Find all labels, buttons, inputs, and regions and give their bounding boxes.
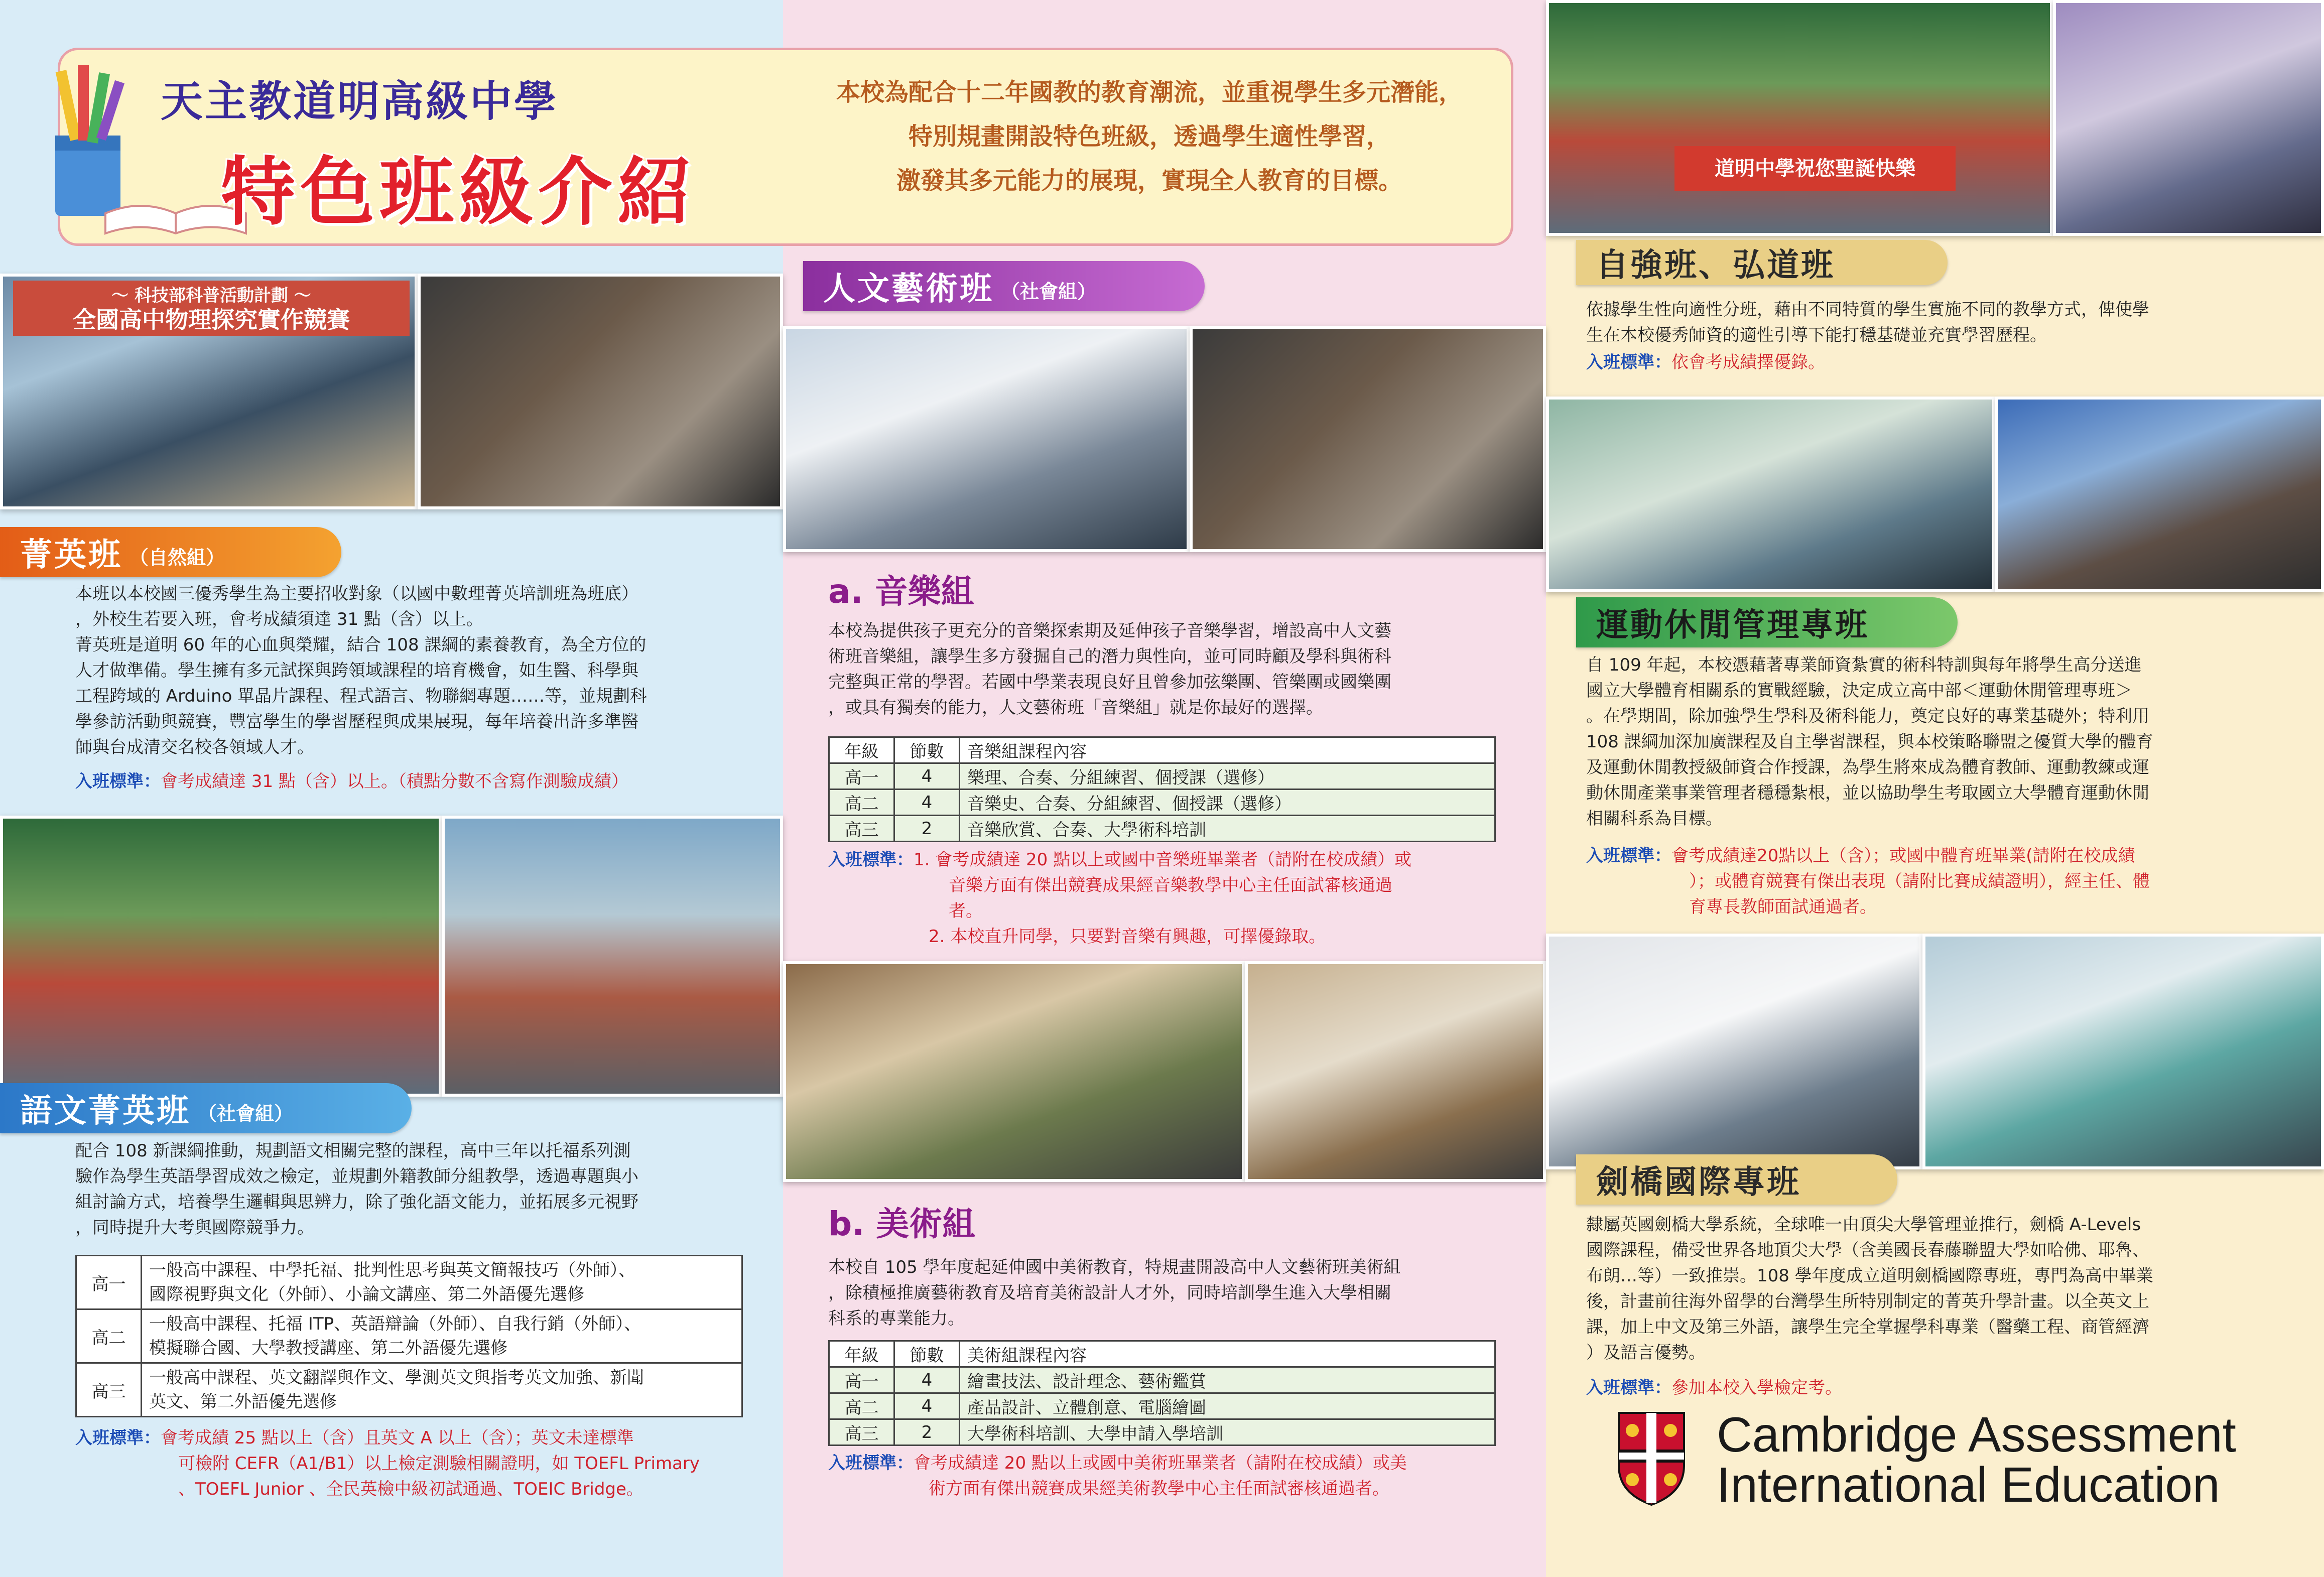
text-line: 配合 108 新課綱推動，規劃語文相關完整的課程，高中三年以托福系列測 [75, 1141, 631, 1161]
requirement-text: 參加本校入學檢定考。 [1671, 1378, 1842, 1398]
text-line: 一般高中課程、英文翻譯與作文、學測英文與指考英文加強、新聞 [149, 1368, 644, 1388]
table-row [829, 816, 1495, 842]
requirement-label: 入班標準： [75, 1428, 161, 1448]
requirement-text: ）；或體育競賽有傑出表現（請附比賽成績證明），經主任、體 [1689, 871, 2150, 891]
art-course-table [828, 1340, 1496, 1446]
text-line: 國際視野與文化（外師）、小論文講座、第二外語優先選修 [149, 1284, 584, 1304]
requirement-text: 會考成績 25 點以上（含）且英文 A 以上（含）；英文未達標準 [161, 1428, 634, 1448]
requirement-text: 音樂方面有傑出競賽成果經音樂教學中心主任面試審核通過 [949, 875, 1392, 895]
banner-elite-class [0, 527, 341, 577]
table-header: 年級 [829, 1341, 894, 1367]
table-cell-content [142, 1256, 742, 1309]
requirement-text: 會考成績達 20 點以上或國中美術班畢業者（請附在校成績）或美 [914, 1453, 1407, 1473]
music-group-heading: a. 音樂組 [828, 572, 974, 611]
class-title: 運動休閒管理專班 [1596, 607, 1869, 644]
photo-classroom [1922, 934, 2324, 1169]
banner-sports-class [1576, 597, 1958, 647]
text-line: 人才做準備。學生擁有多元試探與跨領域課程的培育機會，如生醫、科學與 [75, 661, 638, 681]
school-name: 天主教道明高級中學 [161, 76, 559, 126]
banner-text: 全國高中物理探究實作競賽 [73, 306, 350, 333]
text-line: 課，加上中文及第三外語，讓學生完全掌握學科專業（醫藥工程、商管經濟 [1586, 1317, 2149, 1337]
requirement-label: 入班標準： [828, 1453, 914, 1473]
table-header: 節數 [894, 1341, 960, 1367]
text-line: 及運動休閒教授級師資合作授課，為學生將來成為體育教師、運動教練或運 [1586, 757, 2149, 777]
banner-language-class [0, 1083, 412, 1133]
class-title: 自強班、弘道班 [1596, 247, 1835, 284]
table-header: 年級 [829, 737, 894, 763]
intro-line: 特別規畫開設特色班級，透過學生適性學習， [908, 122, 1390, 151]
elite-requirement [75, 769, 768, 795]
art-description [828, 1255, 1531, 1332]
requirement-text: 1. 會考成績達 20 點以上或國中音樂班畢業者（請附在校成績）或 [914, 850, 1412, 870]
text-line: ，除積極推廣藝術教育及培育美術設計人才外，同時培訓學生進入大學相關 [828, 1283, 1391, 1303]
logo-line: International Education [1717, 1457, 2220, 1512]
photo-orchestra-rehearsal [783, 326, 1190, 552]
table-cell-hours: 2 [894, 1419, 960, 1445]
banner-cambridge-class [1576, 1154, 1897, 1205]
table-cell-year: 高二 [829, 1393, 894, 1419]
photo-art-exhibition [783, 961, 1245, 1182]
text-line: 動休閒產業事業管理者穩穩紮根，並以協助學生考取國立大學體育運動休閒 [1586, 783, 2149, 803]
cambridge-logo-text [1717, 1409, 2236, 1510]
text-line: 相關科系為目標。 [1586, 809, 1723, 829]
photo-string-performance [1190, 326, 1546, 552]
text-line: 108 課綱加深加廣課程及自主學習課程，與本校策略聯盟之優質大學的體育 [1586, 732, 2153, 752]
text-line: 一般高中課程、中學托福、批判性思考與英文簡報技巧（外師）、 [149, 1260, 635, 1280]
art-group-heading: b. 美術組 [828, 1205, 976, 1243]
selfimprove-description [1586, 297, 2299, 348]
text-line: 依據學生性向適性分班，藉由不同特質的學生實施不同的教學方式，俾使學 [1586, 300, 2149, 320]
table-row [76, 1309, 742, 1363]
banner-selfimprove-class [1576, 240, 1948, 285]
table-cell-hours: 4 [894, 763, 960, 790]
table-cell-content: 音樂史、合奏、分組練習、個授課（選修） [960, 790, 1495, 816]
photo-christmas-event [1546, 0, 2053, 236]
requirement-text: 、TOEFL Junior 、全民英檢中級初試通過、TOEIC Bridge。 [178, 1479, 643, 1499]
requirement-text: 依會考成績擇優錄。 [1671, 352, 1825, 372]
table-header: 美術組課程內容 [960, 1341, 1495, 1367]
table-cell-year: 高一 [76, 1256, 142, 1309]
table-cell-hours: 4 [894, 790, 960, 816]
table-cell-content [142, 1363, 742, 1417]
table-cell-content: 音樂欣賞、合奏、大學術科培訓 [960, 816, 1495, 842]
logo-line: Cambridge Assessment [1717, 1407, 2236, 1462]
text-line: 生在本校優秀師資的適性引導下能打穩基礎並充實學習歷程。 [1586, 325, 2047, 345]
text-line: 驗作為學生英語學習成效之檢定，並規劃外籍教師分組教學，透過專題與小 [75, 1166, 638, 1187]
music-description [828, 618, 1531, 721]
sports-requirement [1586, 843, 2299, 920]
photo-science-award [0, 274, 418, 509]
table-cell-year: 高三 [829, 1419, 894, 1445]
requirement-label: 入班標準： [828, 850, 914, 870]
table-row [829, 790, 1495, 816]
competition-banner [13, 281, 410, 336]
table-cell-content: 繪畫技法、設計理念、藝術鑑賞 [960, 1367, 1495, 1393]
music-course-table [828, 736, 1496, 842]
table-cell-year: 高三 [76, 1363, 142, 1417]
art-requirement [828, 1451, 1531, 1502]
class-title: 菁英班 [20, 537, 122, 574]
photo-gallery-visit [1245, 961, 1546, 1182]
requirement-text: 術方面有傑出競賽成果經美術教學中心主任面試審核通過者。 [929, 1479, 1389, 1499]
table-header-row [829, 737, 1495, 763]
cambridge-shield-icon [1616, 1410, 1687, 1506]
text-line: 完整與正常的學習。若國中學業表現良好且曾參加弦樂團、管樂團或國樂團 [828, 672, 1391, 692]
class-title: 人文藝術班 [823, 271, 994, 308]
language-requirement [75, 1425, 768, 1502]
text-line: 。在學期間，除加強學生學科及術科能力，奠定良好的專業基礎外；特利用 [1586, 706, 2149, 726]
text-line: 一般高中課程、托福 ITP、英語辯論（外師）、自我行銷（外師）、 [149, 1314, 641, 1334]
banner-text: ～ 科技部科普活動計劃 ～ [111, 286, 311, 306]
text-line: 國立大學體育相關系的實戰經驗，決定成立高中部＜運動休閒管理專班＞ [1586, 681, 2132, 701]
language-description [75, 1138, 768, 1241]
photo-science-lab [1546, 934, 1922, 1169]
table-header: 節數 [894, 737, 960, 763]
requirement-text: 會考成績達20點以上（含）；或國中體育班畢業(請附在校成績 [1671, 846, 2135, 866]
table-cell-year: 高一 [829, 763, 894, 790]
table-header-row [829, 1341, 1495, 1367]
requirement-label: 入班標準： [75, 771, 161, 792]
text-line: 自 109 年起，本校憑藉著專業師資紮實的術科特訓與每年將學生高分送進 [1586, 655, 2142, 675]
table-cell-content: 大學術科培訓、大學申請入學培訓 [960, 1419, 1495, 1445]
intro-line: 本校為配合十二年國教的教育潮流，並重視學生多元潛能， [836, 78, 1463, 106]
banner-humanities-class [803, 261, 1205, 311]
text-line: 本班以本校國三優秀學生為主要招收對象（以國中數理菁英培訓班為班底） [75, 584, 638, 604]
text-line: 工程跨域的 Arduino 單晶片課程、程式語言、物聯網專題……等，並規劃科 [75, 686, 648, 706]
table-cell-year: 高二 [829, 790, 894, 816]
table-row [829, 1393, 1495, 1419]
requirement-text: 者。 [949, 901, 983, 921]
text-line: 後，計畫前往海外留學的台灣學生所特別制定的菁英升學計畫。以全英文上 [1586, 1291, 2149, 1311]
text-line: 模擬聯合國、大學教授講座、第二外語優先選修 [149, 1338, 507, 1358]
table-row [829, 1367, 1495, 1393]
requirement-label: 入班標準： [1586, 352, 1671, 372]
text-line: ，同時提升大考與國際競爭力。 [75, 1218, 314, 1238]
table-cell-year: 高一 [829, 1367, 894, 1393]
text-line: ，或具有獨奏的能力，人文藝術班「音樂組」就是你最好的選擇。 [828, 698, 1323, 718]
class-subtitle: （社會組） [198, 1102, 294, 1125]
photo-gym-training [1995, 397, 2324, 592]
requirement-text: 會考成績達 31 點（含）以上。（積點分數不含寫作測驗成績） [161, 771, 628, 792]
cambridge-requirement [1586, 1375, 2299, 1401]
text-line: 英文、第二外語優先選修 [149, 1392, 337, 1412]
class-subtitle: （社會組） [1001, 280, 1097, 303]
photo-students-certificates [418, 274, 783, 509]
table-cell-content: 產品設計、立體創意、電腦繪圖 [960, 1393, 1495, 1419]
text-line: 科系的專業能力。 [828, 1308, 965, 1329]
table-cell-content: 樂理、合奏、分組練習、個授課（選修） [960, 763, 1495, 790]
requirement-label: 入班標準： [1586, 1378, 1671, 1398]
main-title: 特色班級介紹 [221, 148, 697, 235]
christmas-banner: 道明中學祝您聖誕快樂 [1674, 146, 1956, 191]
text-line: 學參訪活動與競賽，豐富學生的學習歷程與成果展現，每年培養出許多準醫 [75, 712, 638, 732]
photo-track-training [1546, 397, 1995, 592]
table-row [829, 763, 1495, 790]
text-line: 組討論方式，培養學生邏輯與思辨力，除了強化語文能力，並拓展多元視野 [75, 1192, 638, 1212]
table-row [76, 1256, 742, 1309]
intro-text [803, 70, 1496, 203]
table-row [829, 1419, 1495, 1445]
text-line: 本校為提供孩子更充分的音樂探索期及延伸孩子音樂學習，增設高中人文藝 [828, 621, 1391, 641]
selfimprove-requirement [1586, 350, 2299, 375]
class-title: 劍橋國際專班 [1596, 1164, 1801, 1201]
requirement-text: 可檢附 CEFR（A1/B1）以上檢定測驗相關證明，如 TOEFL Primary [178, 1454, 700, 1474]
table-cell-hours: 4 [894, 1367, 960, 1393]
photo-foreign-teachers [0, 816, 442, 1097]
text-line: 隸屬英國劍橋大學系統，全球唯一由頂尖大學管理並推行，劍橋 A-Levels [1586, 1215, 2141, 1235]
cambridge-description [1586, 1212, 2299, 1366]
table-cell-content [142, 1309, 742, 1363]
intro-line: 激發其多元能力的展現，實現全人教育的目標。 [896, 167, 1402, 195]
table-cell-hours: 4 [894, 1393, 960, 1419]
table-cell-year: 高二 [76, 1309, 142, 1363]
text-line: 菁英班是道明 60 年的心血與榮耀，結合 108 課綱的素養教育，為全方位的 [75, 635, 647, 655]
text-line: 師與台成清交名校各領域人才。 [75, 737, 314, 757]
requirement-label: 入班標準： [1586, 846, 1671, 866]
photo-students-english-day [442, 816, 783, 1097]
requirement-text: 2. 本校直升同學，只要對音樂有興趣，可擇優錄取。 [929, 927, 1326, 947]
text-line: 術班音樂組，讓學生多方發掘自己的潛力與性向，並可同時顧及學科與術科 [828, 646, 1391, 667]
elite-description [75, 581, 768, 760]
photo-elderly-care-visit [2053, 0, 2324, 236]
text-line: ）及語言優勢。 [1586, 1343, 1706, 1363]
text-line: ，外校生若要入班，會考成績須達 31 點（含）以上。 [75, 609, 483, 629]
language-course-table [75, 1255, 743, 1417]
table-cell-hours: 2 [894, 816, 960, 842]
class-subtitle: （自然組） [130, 546, 225, 569]
class-title: 語文菁英班 [20, 1093, 191, 1130]
table-row [76, 1363, 742, 1417]
music-requirement [828, 847, 1531, 950]
text-line: 本校自 105 學年度起延伸國中美術教育，特規畫開設高中人文藝術班美術組 [828, 1257, 1401, 1277]
sports-description [1586, 652, 2299, 832]
requirement-text: 育專長教師面試通過者。 [1689, 897, 1877, 917]
table-header: 音樂組課程內容 [960, 737, 1495, 763]
text-line: 布朗…等）一致推崇。108 學年度成立道明劍橋國際專班，專門為高中畢業 [1586, 1266, 2153, 1286]
text-line: 國際課程，備受世界各地頂尖大學（含美國長春藤聯盟大學如哈佛、耶魯、 [1586, 1240, 2149, 1260]
table-cell-year: 高三 [829, 816, 894, 842]
